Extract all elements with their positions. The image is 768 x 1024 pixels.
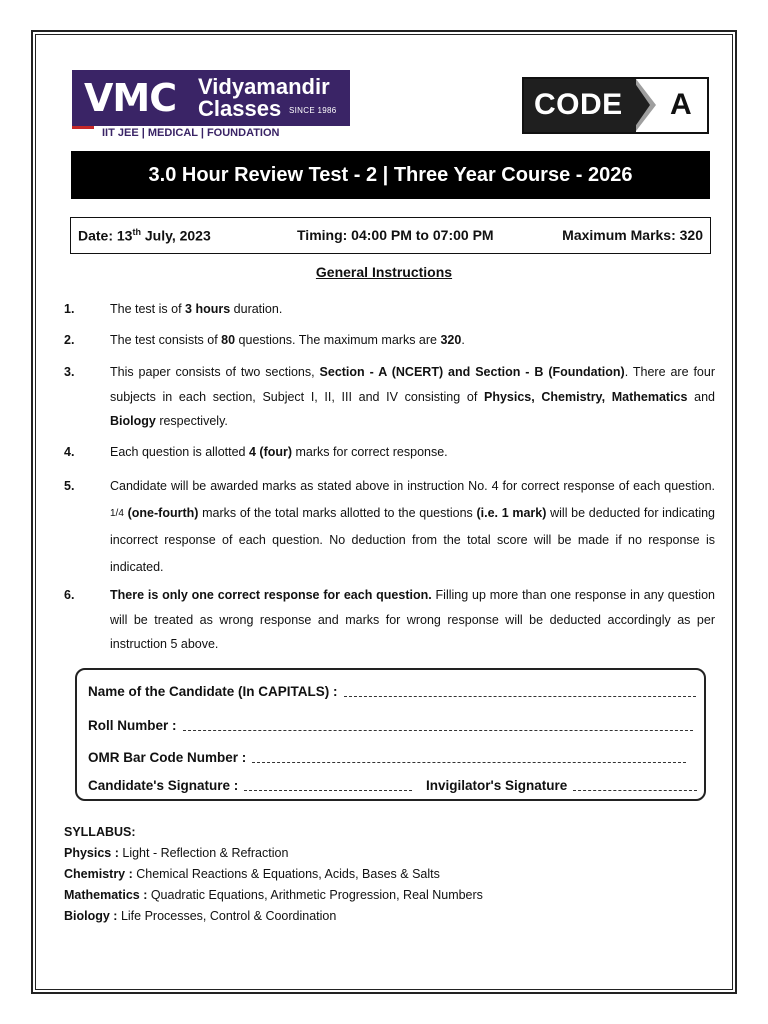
instruction-number: 5. <box>64 479 75 493</box>
roll-number-label: Roll Number : <box>88 718 177 733</box>
signature-row <box>88 778 697 793</box>
instruction-number: 4. <box>64 445 75 459</box>
omr-row <box>88 750 686 765</box>
paper-code-box <box>522 77 709 134</box>
logo-name-line1: Vidyamandir <box>198 74 330 99</box>
omr-label: OMR Bar Code Number : <box>88 750 247 765</box>
candidate-name-row <box>88 684 696 699</box>
syllabus-topics: Light - Reflection & Refraction <box>118 846 289 860</box>
code-letter: A <box>670 88 692 121</box>
invigilator-signature-field[interactable] <box>573 781 697 791</box>
omr-field[interactable] <box>252 753 686 763</box>
logo-tagline: IIT JEE | MEDICAL | FOUNDATION <box>102 127 280 139</box>
instruction-text: The test is of 3 hours duration. <box>110 302 283 316</box>
instruction-item <box>64 360 715 434</box>
instruction-number: 3. <box>64 365 75 379</box>
instruction-text: Each question is allotted 4 (four) marks for correct response. <box>110 445 448 459</box>
test-title: 3.0 Hour Review Test - 2 | Three Year Course - 2026 <box>148 163 633 186</box>
code-arrow-icon <box>632 79 650 131</box>
syllabus-topics: Chemical Reactions & Equations, Acids, Bases & Salts <box>132 867 440 881</box>
instruction-item <box>64 328 715 353</box>
logo-brand: VMC <box>84 76 177 120</box>
syllabus-subject: Chemistry : <box>64 867 133 881</box>
logo-since: SINCE 1986 <box>289 106 337 115</box>
instruction-item <box>64 473 715 580</box>
syllabus-topics: Quadratic Equations, Arithmetic Progression, Real Numbers <box>147 888 483 902</box>
syllabus-item <box>64 864 440 885</box>
candidate-name-field[interactable] <box>344 687 696 697</box>
instructions-heading <box>0 264 768 280</box>
syllabus-item <box>64 885 483 906</box>
test-date <box>78 227 211 244</box>
date-superscript: th <box>132 227 141 237</box>
candidate-signature-field[interactable] <box>244 781 412 791</box>
syllabus-subject: Physics : <box>64 846 119 860</box>
instruction-text: Candidate will be awarded marks as stated above in instruction No. 4 for correct response of each question. 1/4 (one-fourth) marks of the total marks allotted to the questions (i.e. 1 mark) will be deducted for indicating incorrect response of each question. No deduction from the total score will be made if no response is indicated. <box>110 479 715 574</box>
syllabus-item <box>64 843 288 864</box>
syllabus-subject: Mathematics : <box>64 888 148 902</box>
syllabus-subject: Biology : <box>64 909 118 923</box>
test-timing: Timing: 04:00 PM to 07:00 PM <box>297 227 494 243</box>
test-info-box <box>70 217 711 254</box>
candidate-details-box <box>75 668 706 801</box>
instruction-item <box>64 440 715 465</box>
test-max-marks: Maximum Marks: 320 <box>562 227 703 243</box>
fraction-one-fourth: 1/4 <box>110 507 124 519</box>
instruction-item <box>64 297 715 322</box>
instruction-text: There is only one correct response for each question. Filling up more than one response in any question will be treated as wrong response and marks for wrong response will be deducted accordingly as per instruction 5 above. <box>110 588 715 651</box>
candidate-signature-label: Candidate's Signature : <box>88 778 239 793</box>
code-label: CODE <box>534 88 623 121</box>
date-suffix: July, 2023 <box>140 227 211 244</box>
vmc-logo <box>72 70 350 143</box>
instruction-number: 2. <box>64 333 75 347</box>
instruction-text: This paper consists of two sections, Section - A (NCERT) and Section - B (Foundation). There are four subjects in each section, Subject I, II, III and IV consisting of Physics, Chemistry, Mathematics and Biology respectively. <box>110 365 715 428</box>
candidate-name-label: Name of the Candidate (In CAPITALS) : <box>88 684 338 699</box>
instruction-text: The test consists of 80 questions. The maximum marks are 320. <box>110 333 465 347</box>
logo-name-line2: Classes <box>198 96 282 121</box>
instruction-number: 6. <box>64 588 75 602</box>
logo-accent-stripe <box>72 126 94 129</box>
date-prefix: Date: 13 <box>78 227 133 244</box>
instruction-number: 1. <box>64 302 75 316</box>
invigilator-signature-label: Invigilator's Signature <box>426 778 568 793</box>
syllabus-heading: SYLLABUS: <box>64 825 136 839</box>
roll-number-row <box>88 718 693 733</box>
logo-banner <box>72 70 350 126</box>
instructions-heading-text: General Instructions <box>315 264 453 280</box>
instruction-item <box>64 583 715 657</box>
syllabus-item <box>64 906 336 927</box>
roll-number-field[interactable] <box>183 721 693 731</box>
syllabus-topics: Life Processes, Control & Coordination <box>117 909 337 923</box>
test-title-bar <box>71 151 710 199</box>
